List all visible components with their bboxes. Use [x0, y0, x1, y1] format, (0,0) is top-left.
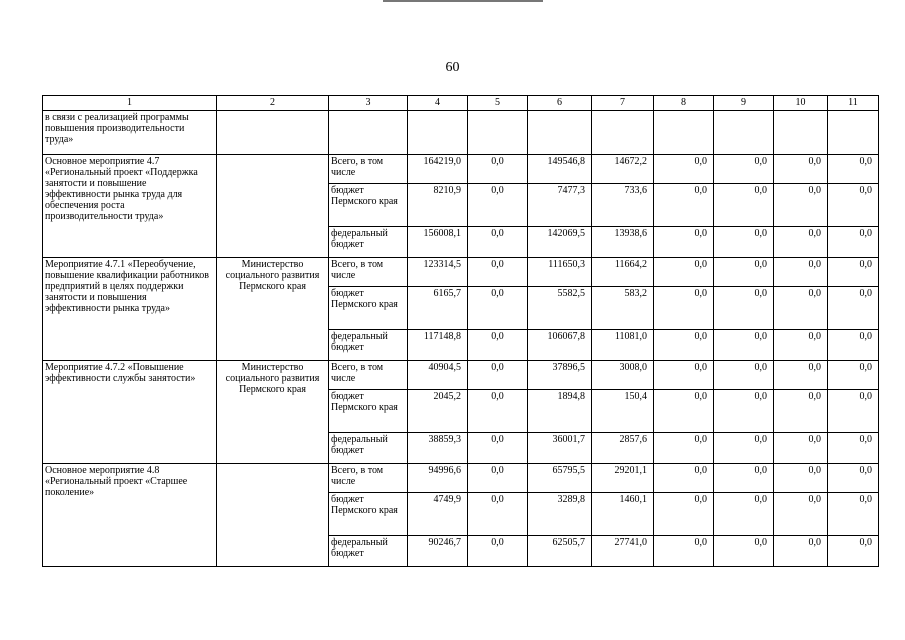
table-row [43, 361, 879, 390]
value-cell: 0,0 [774, 361, 828, 390]
header-cell: 11 [828, 96, 879, 111]
value-cell: 6165,7 [408, 287, 468, 330]
value-cell: 0,0 [468, 287, 528, 330]
value-cell: 0,0 [828, 464, 879, 493]
executor: Министерство социального развития Пермского края [217, 361, 329, 464]
value-cell: 2857,6 [592, 433, 654, 464]
funding-source: федеральный бюджет [329, 536, 408, 567]
value-cell: 0,0 [774, 155, 828, 184]
value-cell [408, 111, 468, 155]
value-cell: 0,0 [828, 361, 879, 390]
value-cell: 0,0 [468, 493, 528, 536]
value-cell: 1460,1 [592, 493, 654, 536]
value-cell: 62505,7 [528, 536, 592, 567]
header-cell: 2 [217, 96, 329, 111]
value-cell: 0,0 [654, 287, 714, 330]
value-cell: 0,0 [654, 184, 714, 227]
budget-table [42, 95, 879, 567]
value-cell [774, 111, 828, 155]
measure-name: Мероприятие 4.7.2 «Повышение эффективности службы занятости» [43, 361, 217, 464]
measure-name: Основное мероприятие 4.8 «Региональный проект «Старшее поколение» [43, 464, 217, 567]
value-cell: 38859,3 [408, 433, 468, 464]
value-cell: 7477,3 [528, 184, 592, 227]
value-cell: 0,0 [714, 390, 774, 433]
value-cell: 40904,5 [408, 361, 468, 390]
value-cell: 3289,8 [528, 493, 592, 536]
value-cell: 4749,9 [408, 493, 468, 536]
value-cell: 0,0 [468, 433, 528, 464]
value-cell: 0,0 [654, 330, 714, 361]
funding-source: федеральный бюджет [329, 227, 408, 258]
header-cell: 1 [43, 96, 217, 111]
funding-source: бюджет Пермского края [329, 184, 408, 227]
value-cell: 11664,2 [592, 258, 654, 287]
value-cell: 0,0 [468, 155, 528, 184]
value-cell: 94996,6 [408, 464, 468, 493]
funding-source: федеральный бюджет [329, 330, 408, 361]
header-row [43, 96, 879, 111]
value-cell: 0,0 [468, 361, 528, 390]
header-cell: 6 [528, 96, 592, 111]
value-cell: 90246,7 [408, 536, 468, 567]
funding-source [329, 111, 408, 155]
page-number: 60 [445, 60, 460, 75]
value-cell: 0,0 [828, 493, 879, 536]
value-cell: 0,0 [468, 258, 528, 287]
measure-name: Мероприятие 4.7.1 «Переобучение, повышение квалификации работников предприятий в целях поддержки занятости и повышения эффективности рынка труда» [43, 258, 217, 361]
value-cell: 0,0 [774, 390, 828, 433]
value-cell: 156008,1 [408, 227, 468, 258]
value-cell: 13938,6 [592, 227, 654, 258]
measure-name: Основное мероприятие 4.7 «Региональный проект «Поддержка занятости и повышение эффективности рынка труда для обеспечения роста производительности труда» [43, 155, 217, 258]
funding-source: бюджет Пермского края [329, 287, 408, 330]
value-cell: 0,0 [828, 536, 879, 567]
value-cell: 0,0 [714, 227, 774, 258]
table-row [43, 155, 879, 184]
header-cell: 8 [654, 96, 714, 111]
value-cell: 0,0 [714, 536, 774, 567]
value-cell: 0,0 [714, 493, 774, 536]
value-cell: 36001,7 [528, 433, 592, 464]
value-cell: 0,0 [468, 464, 528, 493]
value-cell: 0,0 [468, 227, 528, 258]
value-cell: 0,0 [654, 390, 714, 433]
value-cell: 1894,8 [528, 390, 592, 433]
value-cell: 29201,1 [592, 464, 654, 493]
value-cell: 0,0 [654, 227, 714, 258]
value-cell: 0,0 [468, 536, 528, 567]
value-cell: 14672,2 [592, 155, 654, 184]
value-cell: 142069,5 [528, 227, 592, 258]
value-cell: 583,2 [592, 287, 654, 330]
funding-source: Всего, в том числе [329, 258, 408, 287]
value-cell: 0,0 [654, 361, 714, 390]
funding-source: Всего, в том числе [329, 464, 408, 493]
value-cell [592, 111, 654, 155]
value-cell: 0,0 [774, 287, 828, 330]
header-cell: 3 [329, 96, 408, 111]
value-cell: 0,0 [714, 184, 774, 227]
value-cell: 0,0 [828, 433, 879, 464]
value-cell: 106067,8 [528, 330, 592, 361]
value-cell: 0,0 [654, 433, 714, 464]
funding-source: Всего, в том числе [329, 361, 408, 390]
funding-source: бюджет Пермского края [329, 493, 408, 536]
value-cell: 2045,2 [408, 390, 468, 433]
funding-source: бюджет Пермского края [329, 390, 408, 433]
value-cell: 0,0 [468, 390, 528, 433]
value-cell: 0,0 [714, 258, 774, 287]
value-cell [654, 111, 714, 155]
value-cell: 0,0 [714, 464, 774, 493]
value-cell: 0,0 [714, 361, 774, 390]
value-cell [714, 111, 774, 155]
value-cell: 0,0 [774, 330, 828, 361]
value-cell: 0,0 [828, 258, 879, 287]
value-cell: 0,0 [828, 155, 879, 184]
header-cell: 7 [592, 96, 654, 111]
executor [217, 464, 329, 567]
table-row [43, 464, 879, 493]
value-cell: 65795,5 [528, 464, 592, 493]
funding-source: Всего, в том числе [329, 155, 408, 184]
value-cell: 149546,8 [528, 155, 592, 184]
value-cell: 0,0 [714, 287, 774, 330]
value-cell [528, 111, 592, 155]
value-cell: 164219,0 [408, 155, 468, 184]
value-cell: 0,0 [828, 390, 879, 433]
value-cell: 0,0 [774, 536, 828, 567]
value-cell: 3008,0 [592, 361, 654, 390]
header-cell: 5 [468, 96, 528, 111]
value-cell: 8210,9 [408, 184, 468, 227]
value-cell: 123314,5 [408, 258, 468, 287]
value-cell: 117148,8 [408, 330, 468, 361]
measure-name: в связи с реализацией программы повышения производительности труда» [43, 111, 217, 155]
value-cell: 11081,0 [592, 330, 654, 361]
value-cell: 0,0 [774, 493, 828, 536]
value-cell: 733,6 [592, 184, 654, 227]
value-cell [828, 111, 879, 155]
value-cell: 0,0 [714, 330, 774, 361]
value-cell: 0,0 [714, 433, 774, 464]
value-cell: 0,0 [774, 227, 828, 258]
value-cell: 150,4 [592, 390, 654, 433]
top-rule [383, 0, 543, 2]
header-cell: 4 [408, 96, 468, 111]
value-cell: 0,0 [774, 184, 828, 227]
value-cell: 0,0 [714, 155, 774, 184]
value-cell: 0,0 [468, 184, 528, 227]
value-cell: 0,0 [654, 464, 714, 493]
value-cell [468, 111, 528, 155]
value-cell: 0,0 [774, 433, 828, 464]
executor [217, 155, 329, 258]
value-cell: 0,0 [654, 536, 714, 567]
funding-source: федеральный бюджет [329, 433, 408, 464]
header-cell: 10 [774, 96, 828, 111]
continuation-row [43, 111, 879, 155]
value-cell: 111650,3 [528, 258, 592, 287]
executor [217, 111, 329, 155]
value-cell: 5582,5 [528, 287, 592, 330]
value-cell: 0,0 [774, 464, 828, 493]
executor: Министерство социального развития Пермского края [217, 258, 329, 361]
value-cell: 0,0 [828, 184, 879, 227]
value-cell: 0,0 [654, 258, 714, 287]
table-row [43, 258, 879, 287]
header-cell: 9 [714, 96, 774, 111]
value-cell: 37896,5 [528, 361, 592, 390]
value-cell: 0,0 [828, 330, 879, 361]
value-cell: 0,0 [828, 287, 879, 330]
value-cell: 0,0 [468, 330, 528, 361]
value-cell: 27741,0 [592, 536, 654, 567]
value-cell: 0,0 [654, 493, 714, 536]
value-cell: 0,0 [654, 155, 714, 184]
value-cell: 0,0 [828, 227, 879, 258]
value-cell: 0,0 [774, 258, 828, 287]
